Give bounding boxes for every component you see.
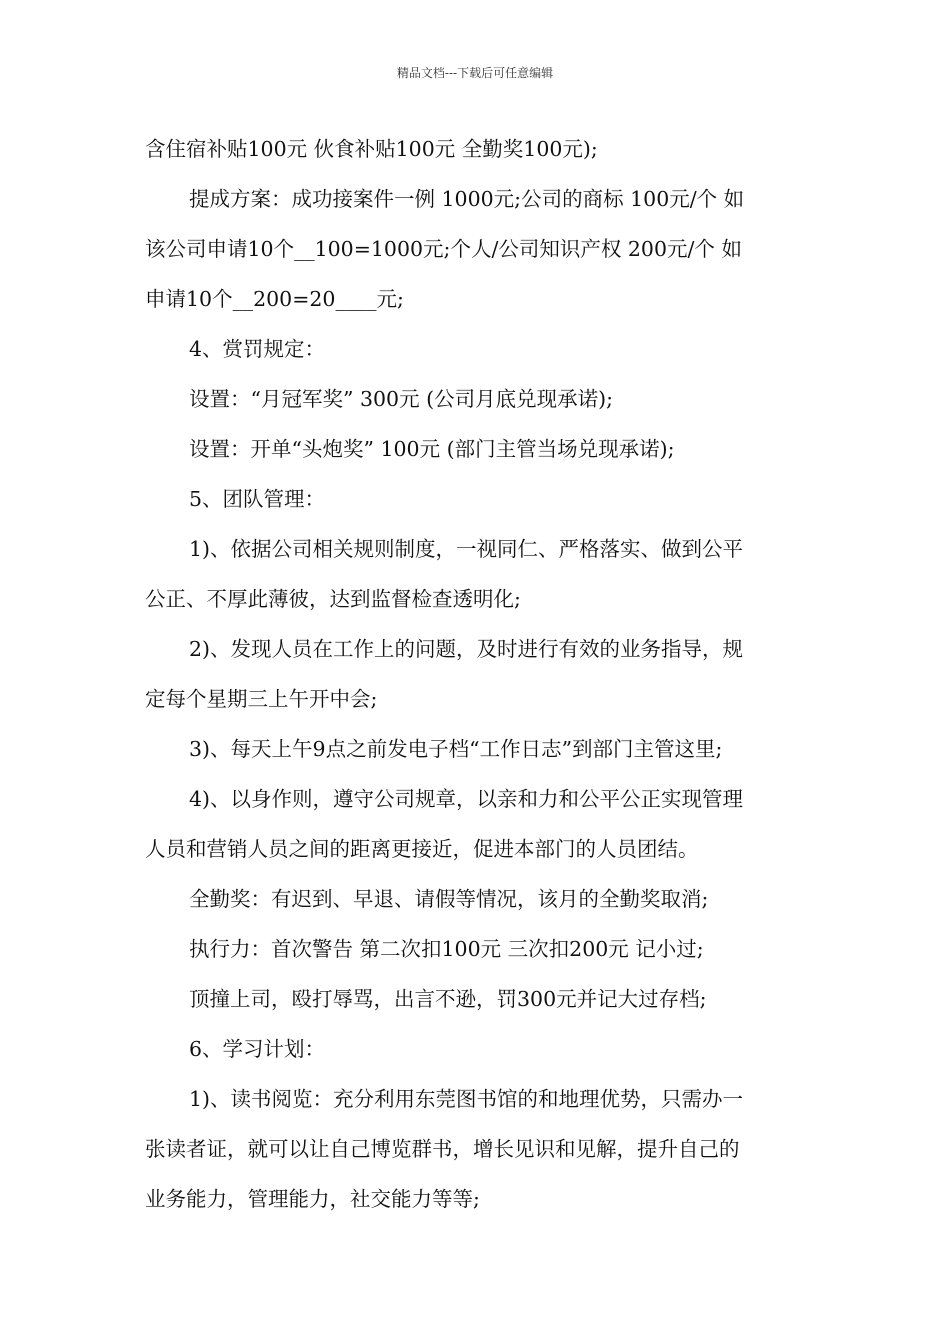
text-line: 业务能力，管理能力，社交能力等等; xyxy=(145,1187,480,1211)
page-header: 精品文档---下载后可任意编辑 xyxy=(396,66,554,80)
text-line: 全勤奖：有迟到、早退、请假等情况，该月的全勤奖取消; xyxy=(189,887,709,911)
document-body xyxy=(145,131,810,1231)
text-line: 该公司申请10个__100=1000元;个人/公司知识产权 200元/个 如 xyxy=(145,237,742,261)
text-line: 4、赏罚规定： xyxy=(189,337,326,361)
text-line: 设置：开单“头炮奖” 100元 (部门主管当场兑现承诺); xyxy=(189,437,675,461)
text-line: 4)、以身作则，遵守公司规章，以亲和力和公平公正实现管理 xyxy=(189,787,744,811)
text-line: 执行力：首次警告 第二次扣100元 三次扣200元 记小过; xyxy=(189,937,704,961)
text-line: 2)、发现人员在工作上的问题，及时进行有效的业务指导，规 xyxy=(189,637,744,661)
text-line: 张读者证，就可以让自己博览群书，增长见识和见解，提升自己的 xyxy=(145,1137,740,1161)
text-line: 申请10个__200=20____元; xyxy=(145,287,404,311)
text-line: 1)、依据公司相关规则制度，一视同仁、严格落实、做到公平 xyxy=(189,537,744,561)
text-line: 5、团队管理： xyxy=(189,487,326,511)
text-line: 提成方案：成功接案件一例 1000元;公司的商标 100元/个 如 xyxy=(189,187,745,211)
text-line: 人员和营销人员之间的距离更接近，促进本部门的人员团结。 xyxy=(145,837,699,861)
text-line: 公正、不厚此薄彼，达到监督检查透明化; xyxy=(145,587,521,611)
text-line: 定每个星期三上午开中会; xyxy=(145,687,378,711)
text-line: 1)、读书阅览：充分利用东莞图书馆的和地理优势，只需办一 xyxy=(189,1087,744,1111)
text-line: 顶撞上司，殴打辱骂，出言不逊，罚300元并记大过存档; xyxy=(189,987,707,1011)
text-line: 3)、每天上午9点之前发电子档“工作日志”到部门主管这里; xyxy=(189,737,723,761)
text-line: 设置：“月冠军奖” 300元 (公司月底兑现承诺); xyxy=(189,387,614,411)
text-line: 含住宿补贴100元 伙食补贴100元 全勤奖100元); xyxy=(145,137,598,161)
text-line: 6、学习计划： xyxy=(189,1037,326,1061)
